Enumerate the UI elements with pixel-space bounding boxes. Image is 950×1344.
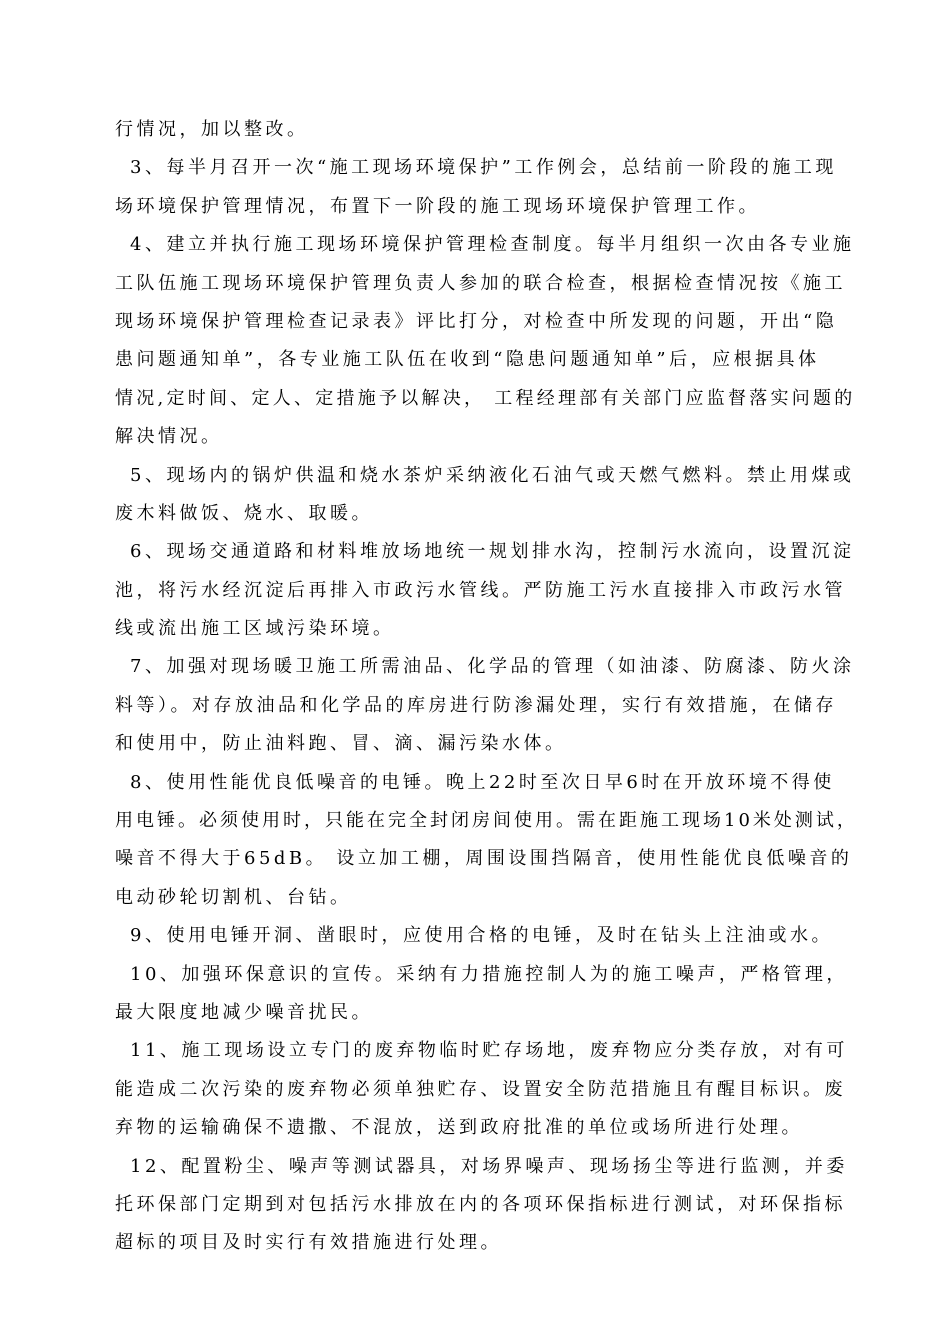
document-body bbox=[115, 111, 860, 1263]
paragraph-7-line: 7、加强对现场暖卫施工所需油品、化学品的管理（如油漆、防腐漆、防火涂 bbox=[130, 656, 855, 678]
text-line: 线或流出施工区域污染环境。 bbox=[115, 618, 395, 640]
text-line: 患问题通知单”，各专业施工队伍在收到“隐患问题通知单”后，应根据具体 bbox=[115, 349, 820, 371]
text-line: 噪音不得大于65dB。 设立加工棚，周围设围挡隔音，使用性能优良低噪音的 bbox=[115, 848, 853, 870]
text-line: 弃物的运输确保不遗撒、不混放，送到政府批准的单位或场所进行处理。 bbox=[115, 1117, 803, 1139]
text-line: 最大限度地减少噪音扰民。 bbox=[115, 1001, 373, 1023]
paragraph-3-line: 3、每半月召开一次“施工现场环境保护”工作例会，总结前一阶段的施工现 bbox=[130, 157, 837, 179]
text-line: 超标的项目及时实行有效措施进行处理。 bbox=[115, 1232, 502, 1254]
text-line: 和使用中，防止油料跑、冒、滴、漏污染水体。 bbox=[115, 733, 567, 755]
text-line: 工队伍施工现场环境保护管理负责人参加的联合检查，根据检查情况按《施工 bbox=[115, 272, 846, 294]
text-line: 废木料做饭、烧水、取暖。 bbox=[115, 502, 373, 524]
text-line: 行情况，加以整改。 bbox=[115, 119, 309, 140]
paragraph-8-line: 8、使用性能优良低噪音的电锤。晚上22时至次日早6时在开放环境不得使 bbox=[130, 771, 835, 793]
paragraph-10-line: 10、加强环保意识的宣传。采纳有力措施控制人为的施工噪声，严格管理， bbox=[130, 963, 848, 985]
text-line: 料等）。对存放油品和化学品的库房进行防渗漏处理，实行有效措施，在储存 bbox=[115, 694, 837, 716]
paragraph-5-line: 5、现场内的锅炉供温和烧水茶炉采纳液化石油气或天燃气燃料。禁止用煤或 bbox=[130, 464, 855, 486]
text-line: 电动砂轮切割机、台钻。 bbox=[115, 886, 352, 908]
text-line: 托环保部门定期到对包括污水排放在内的各项环保指标进行测试，对环保指标 bbox=[115, 1193, 846, 1215]
text-line: 能造成二次污染的废弃物必须单独贮存、设置安全防范措施且有醒目标识。废 bbox=[115, 1078, 846, 1100]
text-line: 情况,定时间、定人、定措施予以解决， 工程经理部有关部门应监督落实问题的 bbox=[115, 387, 856, 409]
text-line: 用电锤。必须使用时，只能在完全封闭房间使用。需在距施工现场10米处测试， bbox=[115, 810, 858, 832]
text-line: 解决情况。 bbox=[115, 426, 223, 448]
paragraph-11-line: 11、施工现场设立专门的废弃物临时贮存场地，废弃物应分类存放，对有可 bbox=[130, 1040, 848, 1062]
text-line: 现场环境保护管理检查记录表》评比打分，对检查中所发现的问题，开出“隐 bbox=[115, 310, 838, 332]
text-line: 场环境保护管理情况，布置下一阶段的施工现场环境保护管理工作。 bbox=[115, 195, 760, 217]
text-line: 池，将污水经沉淀后再排入市政污水管线。严防施工污水直接排入市政污水管 bbox=[115, 579, 846, 601]
paragraph-9-line: 9、使用电锤开洞、凿眼时，应使用合格的电锤，及时在钻头上注油或水。 bbox=[130, 925, 833, 947]
paragraph-4-line: 4、建立并执行施工现场环境保护管理检查制度。每半月组织一次由各专业施 bbox=[130, 234, 855, 256]
paragraph-12-line: 12、配置粉尘、噪声等测试器具，对场界噪声、现场扬尘等进行监测，并委 bbox=[130, 1155, 848, 1177]
paragraph-6-line: 6、现场交通道路和材料堆放场地统一规划排水沟，控制污水流向，设置沉淀 bbox=[130, 541, 855, 563]
